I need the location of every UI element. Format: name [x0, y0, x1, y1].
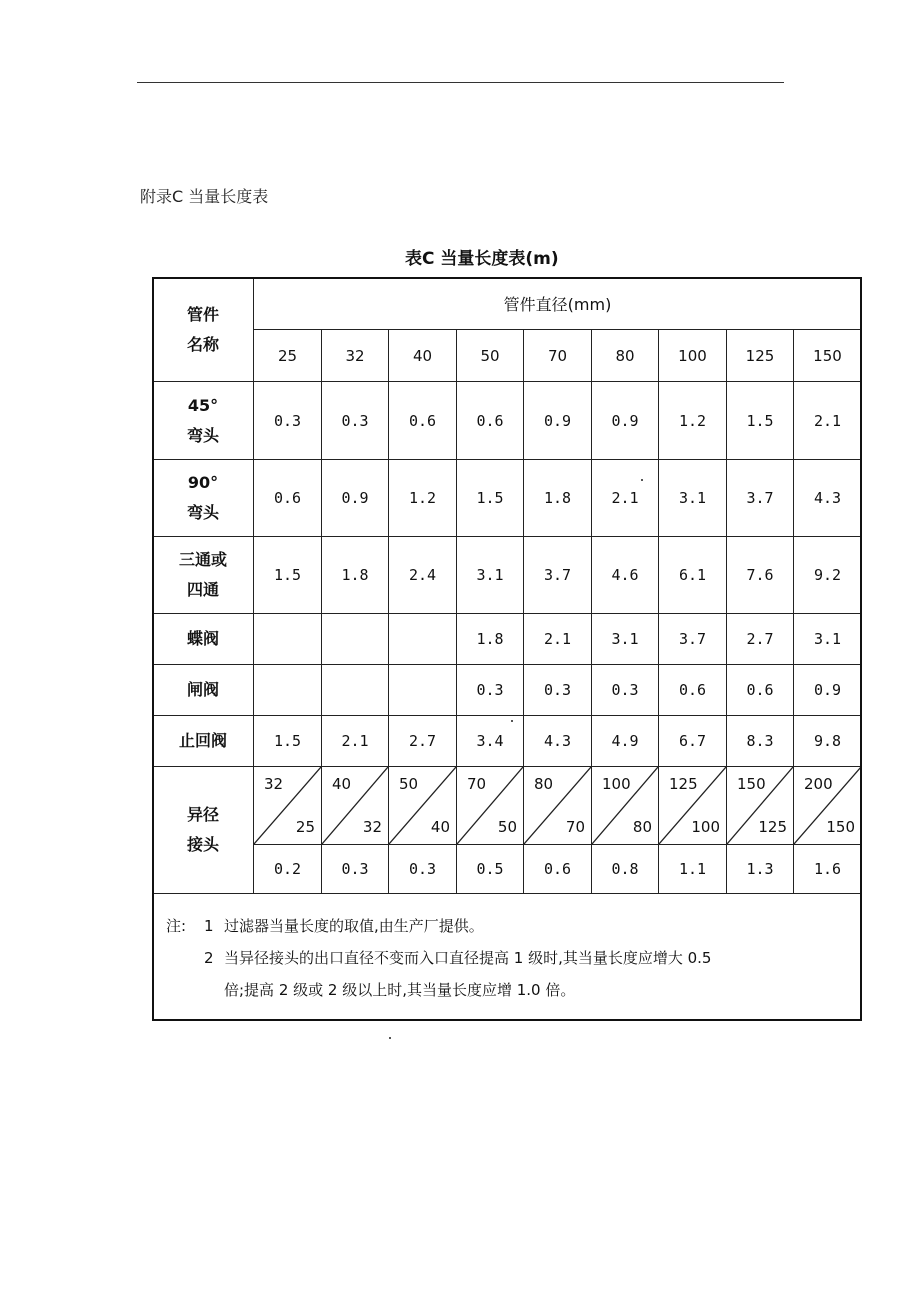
diameter-cell: 100: [659, 330, 727, 382]
value-cell: 0.3: [457, 665, 524, 716]
fitting-name-line: 蝶阀: [186, 629, 219, 648]
value-cell: 4.3: [794, 460, 862, 537]
notes-block: [166, 910, 856, 1006]
value-cell: 1.5: [457, 460, 524, 537]
value-cell: 3.1: [659, 460, 727, 537]
value-cell: 1.1: [659, 845, 727, 894]
diameter-header: 管件直径(mm): [254, 278, 862, 330]
value-cell: 0.3: [254, 382, 322, 460]
value-cell: 3.7: [659, 614, 727, 665]
reducer-outlet-diameter: 50: [497, 818, 517, 836]
value-cell: 1.5: [727, 382, 794, 460]
note-text: 过滤器当量长度的取值,由生产厂提供。: [224, 917, 484, 935]
diameter-cell: 80: [592, 330, 659, 382]
value-cell: 3.1: [592, 614, 659, 665]
value-cell: 0.3: [322, 382, 389, 460]
value-cell: 0.6: [254, 460, 322, 537]
value-cell: 0.5: [457, 845, 524, 894]
scan-speck: [511, 720, 513, 722]
reducer-outlet-diameter: 80: [632, 818, 652, 836]
fitting-name-line: 弯头: [186, 503, 219, 522]
value-cell: 0.6: [524, 845, 592, 894]
fitting-name-line: 止回阀: [178, 731, 227, 750]
reducer-inlet-diameter: 80: [534, 775, 554, 793]
reducer-inlet-diameter: 150: [737, 775, 766, 793]
value-cell: 1.2: [389, 460, 457, 537]
value-cell: 0.3: [322, 845, 389, 894]
reducer-inlet-diameter: 40: [332, 775, 352, 793]
scan-speck: [389, 1037, 391, 1039]
value-cell: 0.3: [592, 665, 659, 716]
reducer-outlet-diameter: 100: [691, 818, 720, 836]
value-cell: 3.7: [727, 460, 794, 537]
reducer-inlet-diameter: 125: [669, 775, 698, 793]
value-cell: 6.7: [659, 716, 727, 767]
reducer-outlet-diameter: 70: [565, 818, 585, 836]
value-cell: 2.1: [592, 460, 659, 537]
diameter-cell: 40: [389, 330, 457, 382]
value-cell: 0.9: [794, 665, 862, 716]
value-cell: 4.6: [592, 537, 659, 614]
value-cell: 2.4: [389, 537, 457, 614]
value-cell: 2.1: [794, 382, 862, 460]
reducer-outlet-diameter: 25: [295, 818, 315, 836]
diameter-cell: 32: [322, 330, 389, 382]
header-rule: [137, 82, 784, 83]
reducer-inlet-diameter: 50: [399, 775, 419, 793]
value-cell: 1.8: [457, 614, 524, 665]
scan-speck: [641, 479, 643, 481]
value-cell: 1.5: [254, 537, 322, 614]
reducer-name-line: 接头: [186, 835, 219, 854]
value-cell: 0.9: [592, 382, 659, 460]
fitting-name-line: 90°: [187, 473, 219, 492]
value-cell: 0.3: [389, 845, 457, 894]
value-cell: 3.1: [794, 614, 862, 665]
reducer-name-line: 异径: [186, 805, 219, 824]
value-cell: 9.2: [794, 537, 862, 614]
diameter-cell: 150: [794, 330, 862, 382]
diameter-cell: 50: [457, 330, 524, 382]
note-text: 当异径接头的出口直径不变而入口直径提高 1 级时,其当量长度应增大 0.5: [224, 949, 712, 967]
fitting-name-line: 三通或: [178, 550, 227, 569]
reducer-outlet-diameter: 150: [826, 818, 855, 836]
diameter-cell: 70: [524, 330, 592, 382]
reducer-inlet-diameter: 200: [804, 775, 833, 793]
value-cell: 3.4: [457, 716, 524, 767]
value-cell: 0.6: [389, 382, 457, 460]
fitting-name-header-line: 名称: [186, 334, 219, 354]
value-cell: 1.8: [524, 460, 592, 537]
note-number: 1: [204, 917, 214, 935]
value-cell: 0.6: [457, 382, 524, 460]
fitting-name-line: 弯头: [186, 425, 219, 445]
note-line: [166, 942, 856, 974]
note-line: [166, 910, 856, 942]
value-cell: 1.5: [254, 716, 322, 767]
value-cell: 0.6: [659, 665, 727, 716]
diameter-cell: 125: [727, 330, 794, 382]
note-number: 2: [204, 949, 214, 967]
value-cell: 4.3: [524, 716, 592, 767]
value-cell: 0.8: [592, 845, 659, 894]
reducer-inlet-diameter: 70: [467, 775, 487, 793]
diameter-cell: 25: [254, 330, 322, 382]
value-cell: 0.6: [727, 665, 794, 716]
value-cell: 3.7: [524, 537, 592, 614]
value-cell: 8.3: [727, 716, 794, 767]
fitting-name-line: 45°: [187, 395, 219, 415]
value-cell: 1.3: [727, 845, 794, 894]
reducer-outlet-diameter: 32: [362, 818, 382, 836]
value-cell: 2.7: [727, 614, 794, 665]
appendix-title: 附录C 当量长度表: [140, 187, 269, 206]
value-cell: 2.1: [524, 614, 592, 665]
value-cell: 2.1: [322, 716, 389, 767]
fitting-name-line: 闸阀: [186, 680, 219, 699]
note-text: 倍;提高 2 级或 2 级以上时,其当量长度应增 1.0 倍。: [224, 981, 576, 999]
value-cell: 0.2: [254, 845, 322, 894]
reducer-inlet-diameter: 100: [602, 775, 631, 793]
value-cell: 0.3: [524, 665, 592, 716]
reducer-outlet-diameter: 40: [430, 818, 450, 836]
reducer-outlet-diameter: 125: [758, 818, 787, 836]
value-cell: 0.9: [322, 460, 389, 537]
value-cell: 0.9: [524, 382, 592, 460]
value-cell: 1.6: [794, 845, 862, 894]
value-cell: 4.9: [592, 716, 659, 767]
value-cell: 3.1: [457, 537, 524, 614]
value-cell: 1.8: [322, 537, 389, 614]
reducer-inlet-diameter: 32: [264, 775, 284, 793]
value-cell: 9.8: [794, 716, 862, 767]
table-caption: 表C 当量长度表(m): [405, 249, 559, 269]
notes-label: 注:: [166, 917, 187, 935]
value-cell: 6.1: [659, 537, 727, 614]
fitting-name-header-line: 管件: [186, 304, 219, 324]
fitting-name-line: 四通: [186, 580, 219, 599]
value-cell: 7.6: [727, 537, 794, 614]
value-cell: 1.2: [659, 382, 727, 460]
value-cell: 2.7: [389, 716, 457, 767]
note-line: [166, 974, 856, 1006]
